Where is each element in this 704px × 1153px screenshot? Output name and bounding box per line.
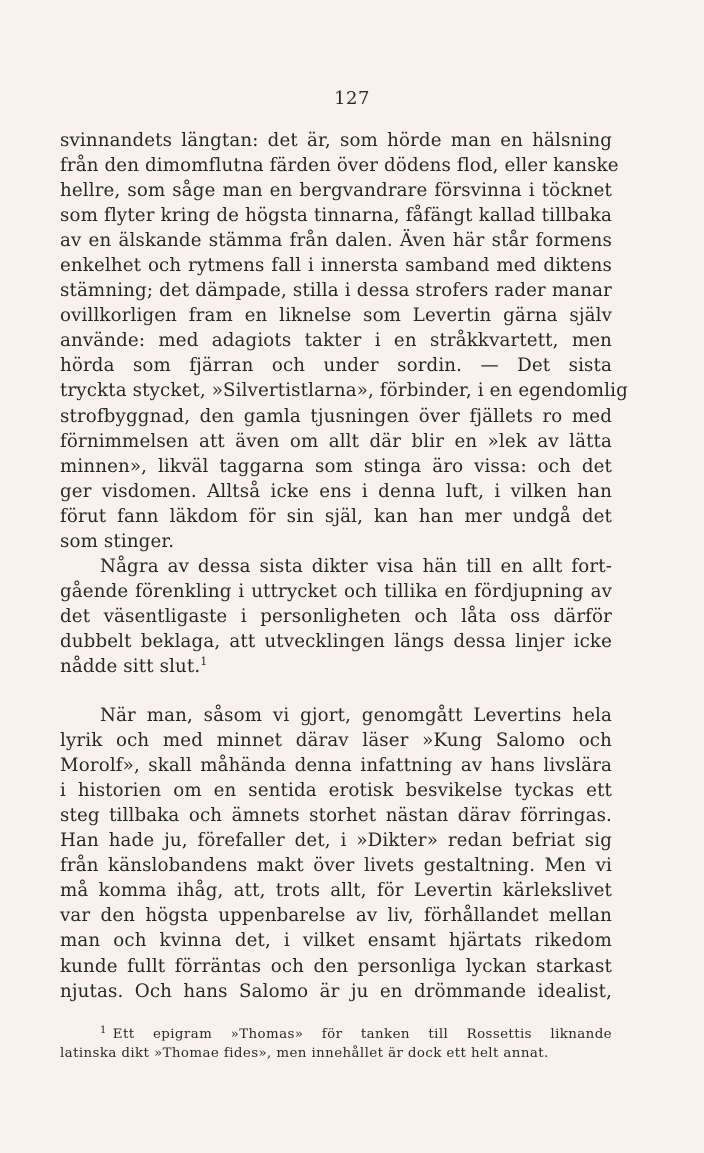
text-line: hellre, som såge man en bergvandrare försvinna i töcknet bbox=[60, 180, 612, 202]
text-line bbox=[60, 654, 612, 679]
paragraph-3 bbox=[60, 703, 612, 1004]
page-number: 127 bbox=[334, 88, 370, 109]
text-line: Han hade ju, förefaller det, i »Dikter» redan befriat sig bbox=[60, 830, 612, 852]
text-line: gående förenkling i uttrycket och tillika en fördjupning av bbox=[60, 580, 612, 602]
text-line: tryckta stycket, »Silvertistlarna», förbinder, i en egendomlig bbox=[60, 380, 628, 402]
text-line: stämning; det dämpade, stilla i dessa strofers rader manar bbox=[60, 280, 612, 302]
text-line: ovillkorligen fram en liknelse som Levertin gärna själv bbox=[60, 305, 612, 327]
text-line: ger visdomen. Alltså icke ens i denna luft, i vilken han bbox=[60, 480, 612, 502]
text-line: dubbelt beklaga, att utvecklingen längs dessa linjer icke bbox=[60, 630, 612, 652]
footnote-mark: 1 bbox=[100, 1025, 107, 1036]
text-line: strofbyggnad, den gamla tjusningen över fjällets ro med bbox=[60, 405, 612, 427]
text-line: i historien om en sentida erotisk besvikelse tyckas ett bbox=[60, 780, 612, 802]
paragraph-1 bbox=[60, 128, 628, 554]
text-line: det väsentligaste i personligheten och låta oss därför bbox=[60, 605, 612, 627]
paragraph-gap bbox=[60, 679, 612, 703]
text-line: av en älskande stämma från dalen. Även här står formens bbox=[60, 230, 612, 252]
text-line: När man, såsom vi gjort, genomgått Levertins hela bbox=[100, 705, 612, 727]
text-line: kunde fullt förräntas och den personliga lyckan starkast bbox=[60, 955, 612, 977]
text-line: steg tillbaka och ämnets storhet nästan därav förringas. bbox=[60, 805, 612, 827]
text-line: förnimmelsen att även om allt där blir en »lek av lätta bbox=[60, 430, 612, 452]
text-line: lyrik och med minnet därav läser »Kung Salomo och bbox=[60, 730, 612, 752]
text-line: svinnandets längtan: det är, som hörde man en hälsning bbox=[60, 130, 612, 151]
footnote-line-content: Ett epigram »Thomas» för tanken till Rossettis liknande bbox=[112, 1027, 612, 1042]
text-line-content: nådde sitt slut. bbox=[60, 655, 201, 677]
footnote-reference: 1 bbox=[200, 654, 208, 668]
text-line: Några av dessa sista dikter visa hän till en allt fort- bbox=[100, 555, 612, 577]
text-line: var den högsta uppenbarelse av liv, förhållandet mellan bbox=[60, 905, 612, 927]
body-text bbox=[60, 128, 628, 1004]
text-line: använde: med adagiots takter i en stråkkvartett, men bbox=[60, 330, 612, 352]
footnote bbox=[60, 1025, 612, 1063]
text-line: man och kvinna det, i vilket ensamt hjärtats rikedom bbox=[60, 930, 612, 952]
text-line: från känslobandens makt över livets gestaltning. Men vi bbox=[60, 855, 612, 877]
text-line: må komma ihåg, att, trots allt, för Levertin kärlekslivet bbox=[60, 880, 612, 902]
footnote-line: latinska dikt »Thomae fides», men innehållet är dock ett helt annat. bbox=[60, 1046, 549, 1061]
text-line: från den dimomflutna färden över dödens flod, eller kanske bbox=[60, 155, 619, 177]
text-line: enkelhet och rytmens fall i innersta samband med diktens bbox=[60, 255, 612, 277]
text-line: förut fann läkdom för sin själ, kan han mer undgå det bbox=[60, 505, 612, 527]
text-line: som flyter kring de högsta tinnarna, fåfängt kallad tillbaka bbox=[60, 205, 612, 227]
text-line: njutas. Och hans Salomo är ju en drömmande idealist, bbox=[60, 980, 612, 1002]
footnote-line bbox=[60, 1025, 612, 1044]
text-line: Morolf», skall måhända denna infattning av hans livslära bbox=[60, 755, 612, 777]
text-line: hörda som fjärran och under sordin. — Det sista bbox=[60, 355, 612, 377]
paragraph-2 bbox=[60, 554, 612, 679]
text-line: minnen», likväl taggarna som stinga äro vissa: och det bbox=[60, 455, 612, 477]
text-line: som stinger. bbox=[60, 530, 175, 552]
